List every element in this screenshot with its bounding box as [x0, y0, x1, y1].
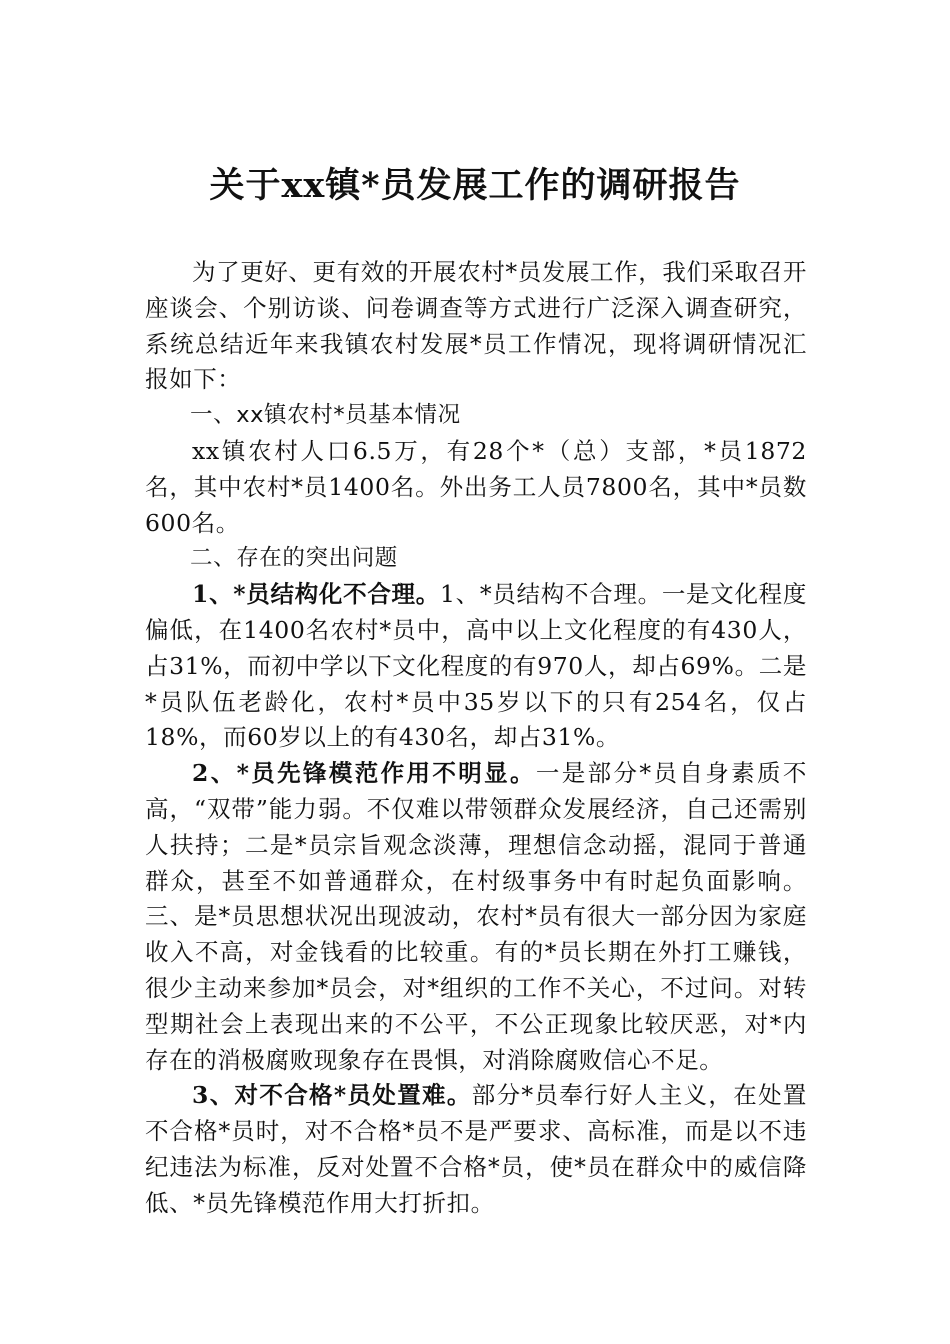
- document-title: 关于xx镇*员发展工作的调研报告: [209, 165, 741, 206]
- problem-1-paragraph: [145, 577, 807, 756]
- problem-2-text: 一是部分*员自身素质不高，“双带”能力弱。不仅难以带领群众发展经济，自己还需别人扶持；二是*员宗旨观念淡薄，理想信念动摇，混同于普通群众，甚至不如普通群众，在村级事务中有时起负面影响。三、是*员思想状况出现波动，农村*员有很大一部分因为家庭收入不高，对金钱看的比较重。有的*员长期在外打工赚钱，很少主动来参加*员会，对*组织的工作不关心，不过问。对转型期社会上表现出来的不公平，不公正现象比较厌恶，对*内存在的消极腐败现象存在畏惧，对消除腐败信心不足。: [145, 759, 807, 1074]
- problem-3-paragraph: [145, 1078, 807, 1221]
- section-1-heading: 一、xx镇农村*员基本情况: [190, 402, 461, 429]
- problem-3-lead: 3、对不合格*员处置难。: [192, 1081, 472, 1110]
- problem-2-paragraph: [145, 756, 807, 1078]
- problem-1-text: 1、*员结构不合理。一是文化程度偏低，在1400名农村*员中，高中以上文化程度的有430人，占31%，而初中学以下文化程度的有970人，却占69%。二是*员队伍老龄化，农村*员中35岁以下的只有254名，仅占18%，而60岁以上的有430名，却占31%。: [145, 580, 807, 752]
- intro-paragraph: 为了更好、更有效的开展农村*员发展工作，我们采取召开座谈会、个别访谈、问卷调查等方式进行广泛深入调查研究，系统总结近年来我镇农村发展*员工作情况，现将调研情况汇报如下：: [145, 258, 807, 394]
- section-2-heading: 二、存在的突出问题: [190, 545, 398, 572]
- section-1-paragraph: xx镇农村人口6.5万，有28个*（总）支部，*员1872名，其中农村*员1400名。外出务工人员7800名，其中*员数600名。: [145, 436, 807, 537]
- problem-1-lead: 1、*员结构化不合理。: [192, 580, 440, 609]
- problem-2-lead: 2、*员先锋模范作用不明显。: [192, 759, 536, 788]
- document-body: [145, 255, 807, 1222]
- problem-3-text: 部分*员奉行好人主义，在处置不合格*员时，对不合格*员不是严要求、高标准，而是以不违纪违法为标准，反对处置不合格*员，使*员在群众中的威信降低、*员先锋模范作用大打折扣。: [145, 1081, 808, 1217]
